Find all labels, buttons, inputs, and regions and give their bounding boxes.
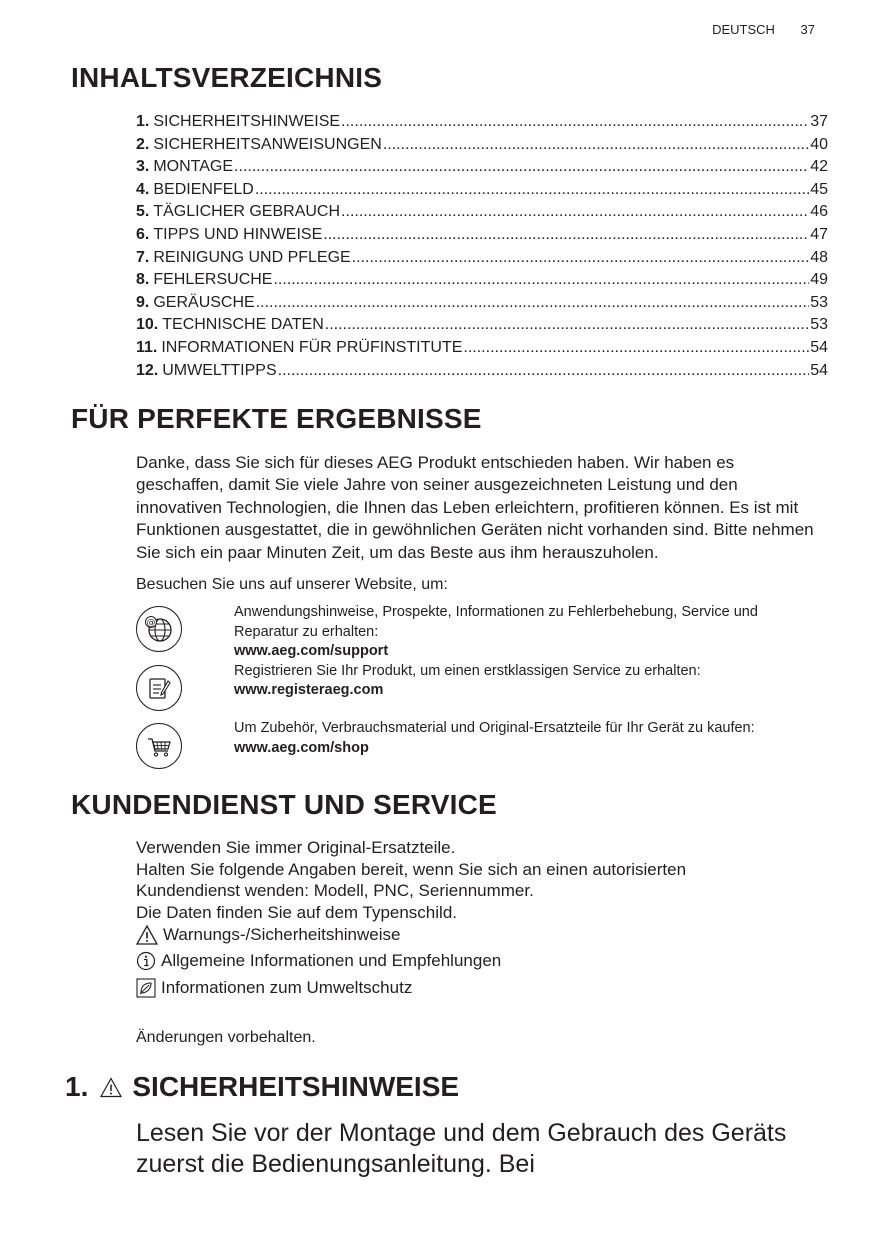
intro-paragraph: Danke, dass Sie sich für dieses AEG Produkt entschieden haben. Wir haben es geschaffen, damit Sie viele Jahre von seiner ausgezeichneten Leistung und den innovativen Technologien, die Ihnen das Leben erleichtern, profitieren können. Es ist mit Funktionen ausgestattet, die in gewöhnlichen Geräten nicht vorhanden sind. Bitte nehmen Sie sich ein paar Minuten Zeit, um das Beste aus ihm herauszuholen. [136,453,814,562]
toc-item[interactable] [136,224,828,247]
toc-item-number: 7. [136,248,150,266]
toc-leader-dots [255,179,809,202]
service-line-1: Verwenden Sie immer Original-Ersatzteile. [136,838,456,857]
toc-item[interactable] [136,269,828,292]
toc-item-label: GERÄUSCHE [153,293,255,311]
toc-item[interactable] [136,247,828,270]
section-1-lead: Lesen Sie vor der Montage und dem Gebrauch des Geräts zuerst die Bedienungsanleitung. Bei [136,1119,787,1178]
toc-title: INHALTSVERZEICHNIS [71,62,383,93]
toc-item-page: 46 [810,203,828,221]
toc-item[interactable] [136,111,828,134]
toc-item-page: 53 [810,316,828,334]
toc-item-label: TÄGLICHER GEBRAUCH [153,203,341,221]
toc-leader-dots [352,247,810,270]
toc-item-page: 48 [810,248,828,266]
toc-item-label: SICHERHEITSANWEISUNGEN [153,135,382,153]
shop-info [234,719,814,758]
globe-at-icon [136,606,182,652]
service-line-3: Die Daten finden Sie auf dem Typenschild. [136,902,457,922]
toc-leader-dots [341,201,809,224]
toc-item-number: 8. [136,271,150,289]
toc-item[interactable] [136,314,828,337]
toc-item-label: TIPPS UND HINWEISE [153,225,323,243]
legend-info-label: Allgemeine Informationen und Empfehlungen [161,951,502,970]
toc-item-page: 49 [810,271,828,289]
toc-item-number: 3. [136,158,150,176]
legend-environment-label: Informationen zum Umweltschutz [161,978,413,997]
service-line-2: Halten Sie folgende Angaben bereit, wenn Sie sich an einen autorisierten Kundendienst wenden: Modell, PNC, Seriennummer. [136,859,687,900]
toc-item[interactable] [136,292,828,315]
toc-item-page: 47 [810,225,828,243]
register-link[interactable]: www.registeraeg.com [234,682,384,698]
toc-item-page: 42 [810,158,828,176]
visit-text: Besuchen Sie uns auf unserer Website, um: [136,576,448,593]
info-circle-icon [136,951,156,971]
section-1-number: 1. [65,1071,89,1102]
toc-item-page: 45 [810,180,828,198]
toc-item[interactable] [136,337,828,360]
toc-item-label: BEDIENFELD [153,180,254,198]
service-text [136,837,776,923]
support-link[interactable]: www.aeg.com/support [234,643,389,659]
toc-leader-dots [273,269,809,292]
toc-item-number: 12. [136,361,159,379]
toc-item-page: 37 [810,113,828,130]
toc-item-page: 40 [810,135,828,153]
perfect-results-title: FÜR PERFEKTE ERGEBNISSE [71,403,482,434]
toc-item[interactable] [136,201,828,224]
toc-leader-dots [323,224,809,247]
toc-item-number: 11. [136,338,158,356]
toc-item[interactable] [136,179,828,202]
toc-leader-dots [234,156,809,179]
section-1-title: SICHERHEITSHINWEISE [132,1071,460,1102]
toc-item-label: FEHLERSUCHE [153,271,273,289]
toc-item-label: MONTAGE [153,158,234,176]
page-header [712,22,815,37]
toc-item-label: SICHERHEITSHINWEISE [153,113,341,130]
shop-text: Um Zubehör, Verbrauchsmaterial und Original-Ersatzteile für Ihr Gerät zu kaufen: [234,720,755,736]
toc-item-number: 1. [136,113,150,130]
register-text: Registrieren Sie Ihr Produkt, um einen erstklassigen Service zu erhalten: [234,662,701,679]
warning-triangle-icon [100,1077,122,1098]
toc-item-label: UMWELTTIPPS [162,361,277,379]
table-of-contents [136,111,828,382]
toc-item-page: 54 [810,338,828,356]
legend-warning-label: Warnungs-/Sicherheitshinweise [163,925,401,944]
toc-item[interactable] [136,134,828,157]
toc-leader-dots [256,292,810,315]
toc-leader-dots [325,314,809,337]
shopping-cart-icon [136,723,182,769]
toc-item-page: 54 [810,361,828,379]
warning-triangle-icon [136,924,158,946]
notepad-pen-icon [136,665,182,711]
toc-leader-dots [463,337,809,360]
toc-item-label: REINIGUNG UND PFLEGE [153,248,351,266]
toc-item-label: TECHNISCHE DATEN [162,316,324,334]
header-language: DEUTSCH [712,22,775,37]
section-1-heading [65,1071,459,1103]
support-info [234,603,814,701]
toc-item-number: 6. [136,225,150,243]
toc-item-label: INFORMATIONEN FÜR PRÜFINSTITUTE [161,338,463,356]
toc-item-number: 10. [136,316,159,334]
header-page-number: 37 [800,22,815,37]
service-title: KUNDENDIENST UND SERVICE [71,789,497,820]
toc-item[interactable] [136,156,828,179]
legend-environment [136,978,412,998]
toc-item-number: 9. [136,293,150,311]
svg-text:@: @ [146,618,156,628]
toc-item-page: 53 [810,293,828,311]
legend-warning [136,924,400,946]
legend-info [136,951,501,971]
leaf-icon [136,978,156,998]
toc-item-number: 2. [136,135,150,153]
toc-item-number: 5. [136,203,150,221]
toc-leader-dots [341,111,809,134]
toc-leader-dots [383,134,809,157]
shop-link[interactable]: www.aeg.com/shop [234,739,369,756]
toc-item[interactable] [136,360,828,383]
changes-note: Änderungen vorbehalten. [136,1029,316,1046]
support-text: Anwendungshinweise, Prospekte, Informationen zu Fehlerbehebung, Service und Reparatur zu erhalten: [234,604,758,640]
toc-item-number: 4. [136,180,150,198]
toc-leader-dots [278,360,810,383]
